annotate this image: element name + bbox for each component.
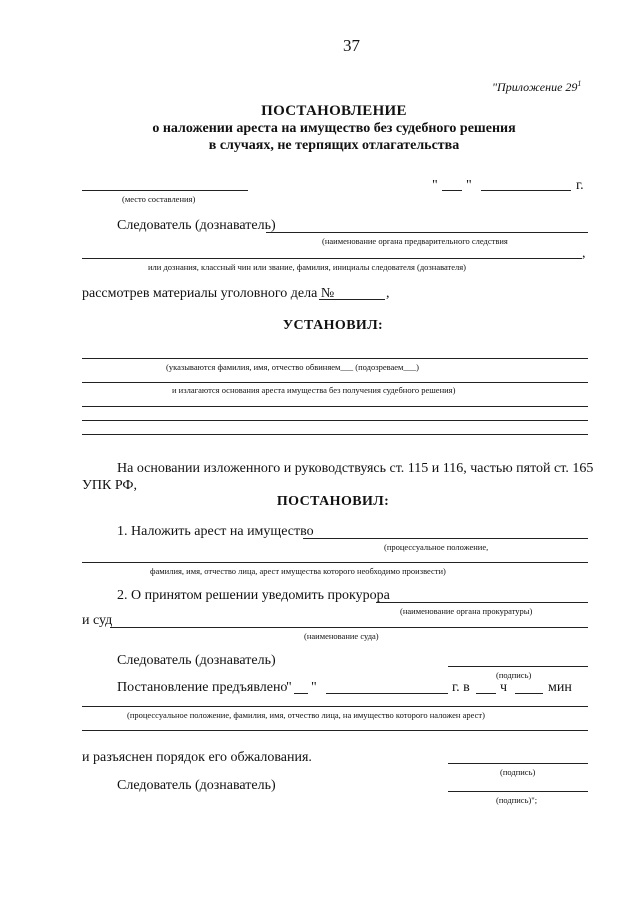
explained-hint: (подпись) xyxy=(500,767,536,777)
explained-text: и разъяснен порядок его обжалования. xyxy=(82,750,312,765)
presented-hour-label: ч xyxy=(500,680,508,695)
signature-2-label: Следователь (дознаватель) xyxy=(117,778,276,793)
investigator-hint-2: или дознания, классный чин или звание, фамилия, инициалы следователя (дознавателя) xyxy=(148,262,467,272)
date-quote-close: " xyxy=(466,178,472,193)
date-year-suffix: г. xyxy=(576,178,584,193)
item1-field-line-1 xyxy=(303,538,588,539)
established-line-4 xyxy=(82,420,588,421)
investigator-line-comma: , xyxy=(582,246,586,261)
established-hint-1: (указываются фамилия, имя, отчество обвиняем___ (подозреваем___) xyxy=(166,362,420,372)
resolved-heading: ПОСТАНОВИЛ: xyxy=(276,494,390,509)
established-line-5 xyxy=(82,434,588,435)
item2-text: 2. О принятом решении уведомить прокурора xyxy=(117,588,390,603)
item1-text: 1. Наложить арест на имущество xyxy=(117,524,314,539)
presented-quote-close: " xyxy=(311,680,317,695)
presented-person-line-2 xyxy=(82,730,588,731)
court-hint: (наименование суда) xyxy=(304,631,379,641)
item1-hint-1: (процессуальное положение, xyxy=(384,542,489,552)
presented-quote-open: " xyxy=(286,680,292,695)
date-month-line xyxy=(481,190,571,191)
basis-line-2: УПК РФ, xyxy=(82,478,137,493)
appendix-text: "Приложение 29 xyxy=(492,80,578,94)
presented-day-line xyxy=(294,693,308,694)
item1-field-line-2 xyxy=(82,562,588,563)
signature-1-line xyxy=(448,666,588,667)
court-field-line xyxy=(110,627,588,628)
date-quote-open: " xyxy=(432,178,438,193)
place-field-line xyxy=(82,190,248,191)
document-subtitle-line-2: в случаях, не терпящих отлагательства xyxy=(208,138,460,153)
established-heading: УСТАНОВИЛ: xyxy=(282,318,384,333)
presented-label: Постановление предъявлено xyxy=(117,680,288,695)
investigator-field-line-2 xyxy=(82,258,582,259)
item2-hint: (наименование органа прокуратуры) xyxy=(400,606,533,616)
court-text: и суд xyxy=(82,613,113,628)
case-number-line xyxy=(319,299,385,300)
signature-2-hint: (подпись)"; xyxy=(496,795,538,805)
presented-hour-line xyxy=(476,693,496,694)
case-text: рассмотрев материалы уголовного дела № xyxy=(82,286,335,301)
page-number: 37 xyxy=(343,36,360,55)
established-line-2 xyxy=(82,382,588,383)
investigator-field-line-1 xyxy=(266,232,588,233)
presented-hint: (процессуальное положение, фамилия, имя, отчество лица, на имущество которого наложен арест) xyxy=(127,710,485,720)
presented-year-at: г. в xyxy=(452,680,470,695)
basis-line-1: На основании изложенного и руководствуясь ст. 115 и 116, частью пятой ст. 165 xyxy=(117,461,594,476)
signature-1-label: Следователь (дознаватель) xyxy=(117,653,276,668)
investigator-hint-1: (наименование органа предварительного следствия xyxy=(322,236,508,246)
presented-month-line xyxy=(326,693,448,694)
investigator-label: Следователь (дознаватель) xyxy=(117,218,276,233)
established-line-1 xyxy=(82,358,588,359)
place-hint: (место составления) xyxy=(122,194,196,204)
item1-hint-2: фамилия, имя, отчество лица, арест имущества которого необходимо произвести) xyxy=(150,566,446,576)
established-line-3 xyxy=(82,406,588,407)
presented-minute-label: мин xyxy=(548,680,572,695)
appendix-label xyxy=(492,79,581,95)
established-hint-2: и излагаются основания ареста имущества без получения судебного решения) xyxy=(172,385,456,395)
item2-field-line xyxy=(376,602,588,603)
signature-1-hint: (подпись) xyxy=(496,670,532,680)
case-comma: , xyxy=(386,286,390,301)
presented-person-line xyxy=(82,706,588,707)
appendix-superscript: 1 xyxy=(577,79,582,88)
explained-signature-line xyxy=(448,763,588,764)
signature-2-line xyxy=(448,791,588,792)
date-day-line xyxy=(442,190,462,191)
presented-minute-line xyxy=(515,693,543,694)
document-subtitle-line-1: о наложении ареста на имущество без судебного решения xyxy=(152,121,516,136)
document-title: ПОСТАНОВЛЕНИЕ xyxy=(261,103,407,119)
